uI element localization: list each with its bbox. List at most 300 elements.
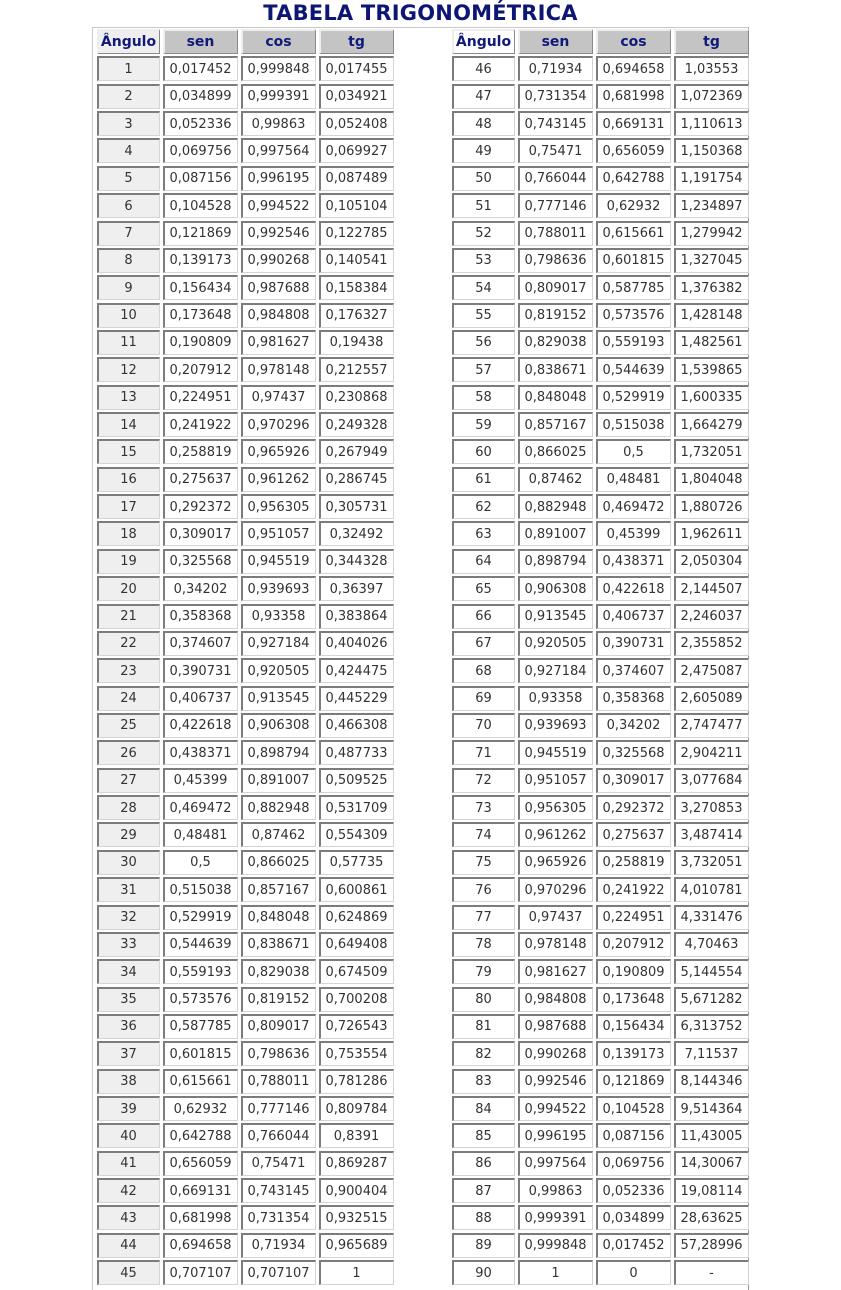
sen-cell: 0,978148 xyxy=(518,932,593,957)
tg-cell: 0,230868 xyxy=(319,385,394,410)
angle-cell: 1 xyxy=(97,56,160,81)
tg-cell: 14,30067 xyxy=(674,1151,749,1176)
sen-cell: 0,999848 xyxy=(518,1233,593,1258)
angle-cell: 23 xyxy=(97,658,160,683)
angle-cell: 22 xyxy=(97,631,160,656)
table-row xyxy=(95,630,395,657)
sen-cell: 0,390731 xyxy=(163,658,238,683)
cos-cell: 0,906308 xyxy=(241,713,316,738)
cos-cell: 0,139173 xyxy=(596,1041,671,1066)
sen-cell: 0,017452 xyxy=(163,56,238,81)
angle-cell: 54 xyxy=(452,275,515,300)
sen-cell: 0,034899 xyxy=(163,84,238,109)
cos-cell: 0,882948 xyxy=(241,795,316,820)
tg-cell: 4,010781 xyxy=(674,877,749,902)
sen-cell: 0,997564 xyxy=(518,1151,593,1176)
tg-cell: 1,482561 xyxy=(674,330,749,355)
table-row xyxy=(95,767,395,794)
sen-cell: 0,707107 xyxy=(163,1260,238,1285)
cos-cell: 0,5 xyxy=(596,439,671,464)
table-row xyxy=(450,958,750,985)
cos-cell: 0,951057 xyxy=(241,521,316,546)
tg-cell: 19,08114 xyxy=(674,1178,749,1203)
sen-cell: 0,325568 xyxy=(163,549,238,574)
cos-cell: 0,406737 xyxy=(596,604,671,629)
table-row xyxy=(450,247,750,274)
cos-cell: 0,587785 xyxy=(596,275,671,300)
cos-cell: 0,819152 xyxy=(241,987,316,1012)
sen-cell: 0,5 xyxy=(163,850,238,875)
tg-cell: 3,077684 xyxy=(674,768,749,793)
angle-cell: 90 xyxy=(452,1260,515,1285)
table-row xyxy=(95,356,395,383)
cos-cell: 0,224951 xyxy=(596,905,671,930)
cos-cell: 0,615661 xyxy=(596,221,671,246)
table-row xyxy=(95,1095,395,1122)
angle-cell: 40 xyxy=(97,1123,160,1148)
tg-cell: 2,355852 xyxy=(674,631,749,656)
angle-cell: 45 xyxy=(97,1260,160,1285)
cos-cell: 0,809017 xyxy=(241,1014,316,1039)
cos-cell: 0,469472 xyxy=(596,494,671,519)
table-row xyxy=(95,438,395,465)
cos-cell: 0,358368 xyxy=(596,686,671,711)
table-row xyxy=(95,1013,395,1040)
table-row xyxy=(95,55,395,82)
cos-cell: 0,99863 xyxy=(241,111,316,136)
table-row xyxy=(95,466,395,493)
sen-cell: 0,777146 xyxy=(518,193,593,218)
sen-cell: 0,615661 xyxy=(163,1069,238,1094)
angle-cell: 46 xyxy=(452,56,515,81)
angle-cell: 80 xyxy=(452,987,515,1012)
sen-cell: 0,529919 xyxy=(163,905,238,930)
cos-cell: 0,292372 xyxy=(596,795,671,820)
table-row xyxy=(95,247,395,274)
cos-cell: 0,71934 xyxy=(241,1233,316,1258)
table-row xyxy=(95,302,395,329)
sen-cell: 0,999391 xyxy=(518,1205,593,1230)
tg-cell: 1,279942 xyxy=(674,221,749,246)
sen-cell: 0,438371 xyxy=(163,740,238,765)
tg-cell: 0,753554 xyxy=(319,1041,394,1066)
tg-cell: 1,732051 xyxy=(674,439,749,464)
tg-cell: 0,869287 xyxy=(319,1151,394,1176)
table-row xyxy=(95,603,395,630)
cos-cell: 0,017452 xyxy=(596,1233,671,1258)
angle-cell: 12 xyxy=(97,357,160,382)
angle-cell: 61 xyxy=(452,467,515,492)
table-row xyxy=(450,1040,750,1067)
angle-cell: 24 xyxy=(97,686,160,711)
table-row xyxy=(450,603,750,630)
tg-cell: 4,331476 xyxy=(674,905,749,930)
cos-cell: 0,777146 xyxy=(241,1096,316,1121)
sen-cell: 0,838671 xyxy=(518,357,593,382)
tg-cell: 1 xyxy=(319,1260,394,1285)
angle-cell: 43 xyxy=(97,1205,160,1230)
tg-cell: 0,57735 xyxy=(319,850,394,875)
tg-cell: 0,069927 xyxy=(319,138,394,163)
angle-cell: 26 xyxy=(97,740,160,765)
angle-cell: 39 xyxy=(97,1096,160,1121)
sen-cell: 0,882948 xyxy=(518,494,593,519)
tg-cell: 0,445229 xyxy=(319,686,394,711)
tg-cell: 8,144346 xyxy=(674,1069,749,1094)
sen-cell: 0,573576 xyxy=(163,987,238,1012)
cos-cell: 0,173648 xyxy=(596,987,671,1012)
tg-cell: 2,605089 xyxy=(674,686,749,711)
table-row xyxy=(450,520,750,547)
tg-cell: 1,804048 xyxy=(674,467,749,492)
table-row xyxy=(95,384,395,411)
cos-cell: 0,275637 xyxy=(596,822,671,847)
angle-cell: 64 xyxy=(452,549,515,574)
sen-cell: 0,93358 xyxy=(518,686,593,711)
sen-cell: 0,309017 xyxy=(163,521,238,546)
table-row xyxy=(95,1068,395,1095)
angle-cell: 32 xyxy=(97,905,160,930)
table-row xyxy=(95,329,395,356)
tg-cell: 0,344328 xyxy=(319,549,394,574)
angle-cell: 72 xyxy=(452,768,515,793)
angle-cell: 18 xyxy=(97,521,160,546)
table-row xyxy=(95,821,395,848)
table-row xyxy=(450,876,750,903)
cos-cell: 0,999391 xyxy=(241,84,316,109)
cos-cell: 0,707107 xyxy=(241,1260,316,1285)
tg-cell: 0,140541 xyxy=(319,248,394,273)
angle-cell: 51 xyxy=(452,193,515,218)
table-row xyxy=(450,1204,750,1231)
cos-cell: 0,529919 xyxy=(596,385,671,410)
table-row xyxy=(450,329,750,356)
sen-cell: 0,866025 xyxy=(518,439,593,464)
cos-cell: 0,104528 xyxy=(596,1096,671,1121)
sen-cell: 0,927184 xyxy=(518,658,593,683)
cos-cell: 0,866025 xyxy=(241,850,316,875)
table-row xyxy=(450,466,750,493)
cos-cell: 0,544639 xyxy=(596,357,671,382)
table-row xyxy=(95,520,395,547)
angle-cell: 28 xyxy=(97,795,160,820)
tg-cell: 1,376382 xyxy=(674,275,749,300)
sen-cell: 0,544639 xyxy=(163,932,238,957)
cos-cell: 0,601815 xyxy=(596,248,671,273)
table-row xyxy=(95,1204,395,1231)
cos-cell: 0,34202 xyxy=(596,713,671,738)
angle-cell: 56 xyxy=(452,330,515,355)
sen-cell: 0,45399 xyxy=(163,768,238,793)
tg-cell: 2,904211 xyxy=(674,740,749,765)
table-row xyxy=(450,575,750,602)
cos-cell: 0,956305 xyxy=(241,494,316,519)
cos-cell: 0,241922 xyxy=(596,877,671,902)
tg-cell: 0,36397 xyxy=(319,576,394,601)
sen-cell: 0,990268 xyxy=(518,1041,593,1066)
angle-cell: 42 xyxy=(97,1178,160,1203)
tg-cell: 2,144507 xyxy=(674,576,749,601)
cos-cell: 0,848048 xyxy=(241,905,316,930)
sen-cell: 0,99863 xyxy=(518,1178,593,1203)
sen-cell: 0,224951 xyxy=(163,385,238,410)
angle-cell: 73 xyxy=(452,795,515,820)
sen-cell: 0,104528 xyxy=(163,193,238,218)
tg-cell: 0,034921 xyxy=(319,84,394,109)
sen-cell: 0,694658 xyxy=(163,1233,238,1258)
cos-cell: 0,669131 xyxy=(596,111,671,136)
table-row xyxy=(450,1259,750,1286)
tg-cell: 0,649408 xyxy=(319,932,394,957)
table-row xyxy=(95,712,395,739)
table-row xyxy=(95,137,395,164)
tg-cell: 1,428148 xyxy=(674,303,749,328)
sen-cell: 0,994522 xyxy=(518,1096,593,1121)
sen-cell: 0,656059 xyxy=(163,1151,238,1176)
table-row xyxy=(450,1122,750,1149)
sen-cell: 0,75471 xyxy=(518,138,593,163)
sen-cell: 0,71934 xyxy=(518,56,593,81)
sen-cell: 0,965926 xyxy=(518,850,593,875)
angle-cell: 85 xyxy=(452,1123,515,1148)
sen-cell: 0,052336 xyxy=(163,111,238,136)
sen-cell: 0,669131 xyxy=(163,1178,238,1203)
tg-cell: 1,664279 xyxy=(674,412,749,437)
angle-cell: 52 xyxy=(452,221,515,246)
column-header-sen: sen xyxy=(163,29,238,54)
tg-cell: 0,158384 xyxy=(319,275,394,300)
table-row xyxy=(450,657,750,684)
angle-cell: 65 xyxy=(452,576,515,601)
angle-cell: 44 xyxy=(97,1233,160,1258)
tg-cell: 57,28996 xyxy=(674,1233,749,1258)
angle-cell: 66 xyxy=(452,604,515,629)
angle-cell: 16 xyxy=(97,467,160,492)
tg-cell: 0,404026 xyxy=(319,631,394,656)
angle-cell: 58 xyxy=(452,385,515,410)
cos-cell: 0,422618 xyxy=(596,576,671,601)
trig-table-right xyxy=(450,28,750,1287)
angle-cell: 83 xyxy=(452,1069,515,1094)
sen-cell: 0,139173 xyxy=(163,248,238,273)
table-row xyxy=(450,849,750,876)
tg-cell: 1,880726 xyxy=(674,494,749,519)
angle-cell: 50 xyxy=(452,166,515,191)
tg-cell: 1,327045 xyxy=(674,248,749,273)
tg-cell: 1,234897 xyxy=(674,193,749,218)
angle-cell: 15 xyxy=(97,439,160,464)
angle-cell: 48 xyxy=(452,111,515,136)
column-header-angle: Ângulo xyxy=(97,29,160,54)
cos-cell: 0,48481 xyxy=(596,467,671,492)
angle-cell: 41 xyxy=(97,1151,160,1176)
angle-cell: 82 xyxy=(452,1041,515,1066)
sen-cell: 0,906308 xyxy=(518,576,593,601)
angle-cell: 7 xyxy=(97,221,160,246)
tg-cell: 0,212557 xyxy=(319,357,394,382)
tg-cell: 0,600861 xyxy=(319,877,394,902)
angle-cell: 53 xyxy=(452,248,515,273)
angle-cell: 87 xyxy=(452,1178,515,1203)
sen-cell: 0,857167 xyxy=(518,412,593,437)
tg-cell: 0,424475 xyxy=(319,658,394,683)
sen-cell: 0,173648 xyxy=(163,303,238,328)
angle-cell: 75 xyxy=(452,850,515,875)
table-row xyxy=(450,438,750,465)
angle-cell: 19 xyxy=(97,549,160,574)
column-header-tg: tg xyxy=(319,29,394,54)
column-header-cos: cos xyxy=(596,29,671,54)
angle-cell: 14 xyxy=(97,412,160,437)
angle-cell: 35 xyxy=(97,987,160,1012)
cos-cell: 0,731354 xyxy=(241,1205,316,1230)
tg-cell: 0,624869 xyxy=(319,905,394,930)
sen-cell: 0,559193 xyxy=(163,959,238,984)
cos-cell: 0,838671 xyxy=(241,932,316,957)
cos-cell: 0,45399 xyxy=(596,521,671,546)
table-row xyxy=(95,1150,395,1177)
table-row xyxy=(450,220,750,247)
tg-cell: 7,11537 xyxy=(674,1041,749,1066)
table-row xyxy=(450,1177,750,1204)
tg-cell: 5,144554 xyxy=(674,959,749,984)
cos-cell: 0,258819 xyxy=(596,850,671,875)
table-row xyxy=(450,1150,750,1177)
angle-cell: 68 xyxy=(452,658,515,683)
angle-cell: 78 xyxy=(452,932,515,957)
tg-cell: - xyxy=(674,1260,749,1285)
table-row xyxy=(450,739,750,766)
tg-cell: 0,674509 xyxy=(319,959,394,984)
tg-cell: 6,313752 xyxy=(674,1014,749,1039)
sen-cell: 0,788011 xyxy=(518,221,593,246)
tg-cell: 1,072369 xyxy=(674,84,749,109)
tg-cell: 1,150368 xyxy=(674,138,749,163)
table-row xyxy=(95,1177,395,1204)
table-body-right xyxy=(450,55,750,1286)
cos-cell: 0,891007 xyxy=(241,768,316,793)
tg-cell: 9,514364 xyxy=(674,1096,749,1121)
cos-cell: 0,994522 xyxy=(241,193,316,218)
angle-cell: 5 xyxy=(97,166,160,191)
cos-cell: 0,999848 xyxy=(241,56,316,81)
tg-cell: 1,110613 xyxy=(674,111,749,136)
tg-cell: 0,554309 xyxy=(319,822,394,847)
column-header-sen: sen xyxy=(518,29,593,54)
tg-cell: 1,191754 xyxy=(674,166,749,191)
angle-cell: 74 xyxy=(452,822,515,847)
sen-cell: 0,798636 xyxy=(518,248,593,273)
table-row xyxy=(95,192,395,219)
cos-cell: 0,913545 xyxy=(241,686,316,711)
tg-cell: 0,531709 xyxy=(319,795,394,820)
cos-cell: 0,390731 xyxy=(596,631,671,656)
tg-cell: 0,809784 xyxy=(319,1096,394,1121)
sen-cell: 0,069756 xyxy=(163,138,238,163)
table-row xyxy=(95,904,395,931)
cos-cell: 0,681998 xyxy=(596,84,671,109)
sen-cell: 0,406737 xyxy=(163,686,238,711)
cos-cell: 0,798636 xyxy=(241,1041,316,1066)
angle-cell: 47 xyxy=(452,84,515,109)
page-title: TABELA TRIGONOMÉTRICA xyxy=(263,1,578,25)
tg-cell: 0,965689 xyxy=(319,1233,394,1258)
angle-cell: 89 xyxy=(452,1233,515,1258)
angle-cell: 49 xyxy=(452,138,515,163)
table-row xyxy=(450,1095,750,1122)
cos-cell: 0,325568 xyxy=(596,740,671,765)
sen-cell: 0,241922 xyxy=(163,412,238,437)
table-row xyxy=(450,1068,750,1095)
angle-cell: 11 xyxy=(97,330,160,355)
sen-cell: 0,422618 xyxy=(163,713,238,738)
sen-cell: 0,121869 xyxy=(163,221,238,246)
tg-cell: 3,487414 xyxy=(674,822,749,847)
table-row xyxy=(450,630,750,657)
sen-cell: 0,891007 xyxy=(518,521,593,546)
cos-cell: 0,766044 xyxy=(241,1123,316,1148)
angle-cell: 62 xyxy=(452,494,515,519)
table-row xyxy=(95,739,395,766)
table-row xyxy=(450,1232,750,1259)
sen-cell: 0,374607 xyxy=(163,631,238,656)
table-row xyxy=(450,904,750,931)
tg-cell: 2,747477 xyxy=(674,713,749,738)
cos-cell: 0,62932 xyxy=(596,193,671,218)
sen-cell: 0,731354 xyxy=(518,84,593,109)
tg-cell: 0,487733 xyxy=(319,740,394,765)
table-row xyxy=(450,274,750,301)
angle-cell: 67 xyxy=(452,631,515,656)
table-row xyxy=(450,931,750,958)
table-row xyxy=(450,384,750,411)
tg-cell: 0,017455 xyxy=(319,56,394,81)
sen-cell: 0,920505 xyxy=(518,631,593,656)
cos-cell: 0,087156 xyxy=(596,1123,671,1148)
sen-cell: 0,358368 xyxy=(163,604,238,629)
tg-cell: 1,962611 xyxy=(674,521,749,546)
cos-cell: 0,515038 xyxy=(596,412,671,437)
angle-cell: 20 xyxy=(97,576,160,601)
angle-cell: 8 xyxy=(97,248,160,273)
cos-cell: 0,970296 xyxy=(241,412,316,437)
angle-cell: 79 xyxy=(452,959,515,984)
cos-cell: 0,75471 xyxy=(241,1151,316,1176)
angle-cell: 84 xyxy=(452,1096,515,1121)
tg-cell: 11,43005 xyxy=(674,1123,749,1148)
tg-cell: 1,600335 xyxy=(674,385,749,410)
tg-cell: 0,700208 xyxy=(319,987,394,1012)
tg-cell: 0,8391 xyxy=(319,1123,394,1148)
sen-cell: 0,190809 xyxy=(163,330,238,355)
angle-cell: 63 xyxy=(452,521,515,546)
cos-cell: 0,052336 xyxy=(596,1178,671,1203)
table-row xyxy=(95,1040,395,1067)
sen-cell: 0,819152 xyxy=(518,303,593,328)
sen-cell: 0,601815 xyxy=(163,1041,238,1066)
table-row xyxy=(95,1232,395,1259)
sen-cell: 0,156434 xyxy=(163,275,238,300)
table-row xyxy=(95,493,395,520)
table-row xyxy=(95,657,395,684)
tg-cell: 1,539865 xyxy=(674,357,749,382)
angle-cell: 27 xyxy=(97,768,160,793)
cos-cell: 0,694658 xyxy=(596,56,671,81)
cos-cell: 0,992546 xyxy=(241,221,316,246)
angle-cell: 70 xyxy=(452,713,515,738)
tg-cell: 4,70463 xyxy=(674,932,749,957)
angle-cell: 33 xyxy=(97,932,160,957)
